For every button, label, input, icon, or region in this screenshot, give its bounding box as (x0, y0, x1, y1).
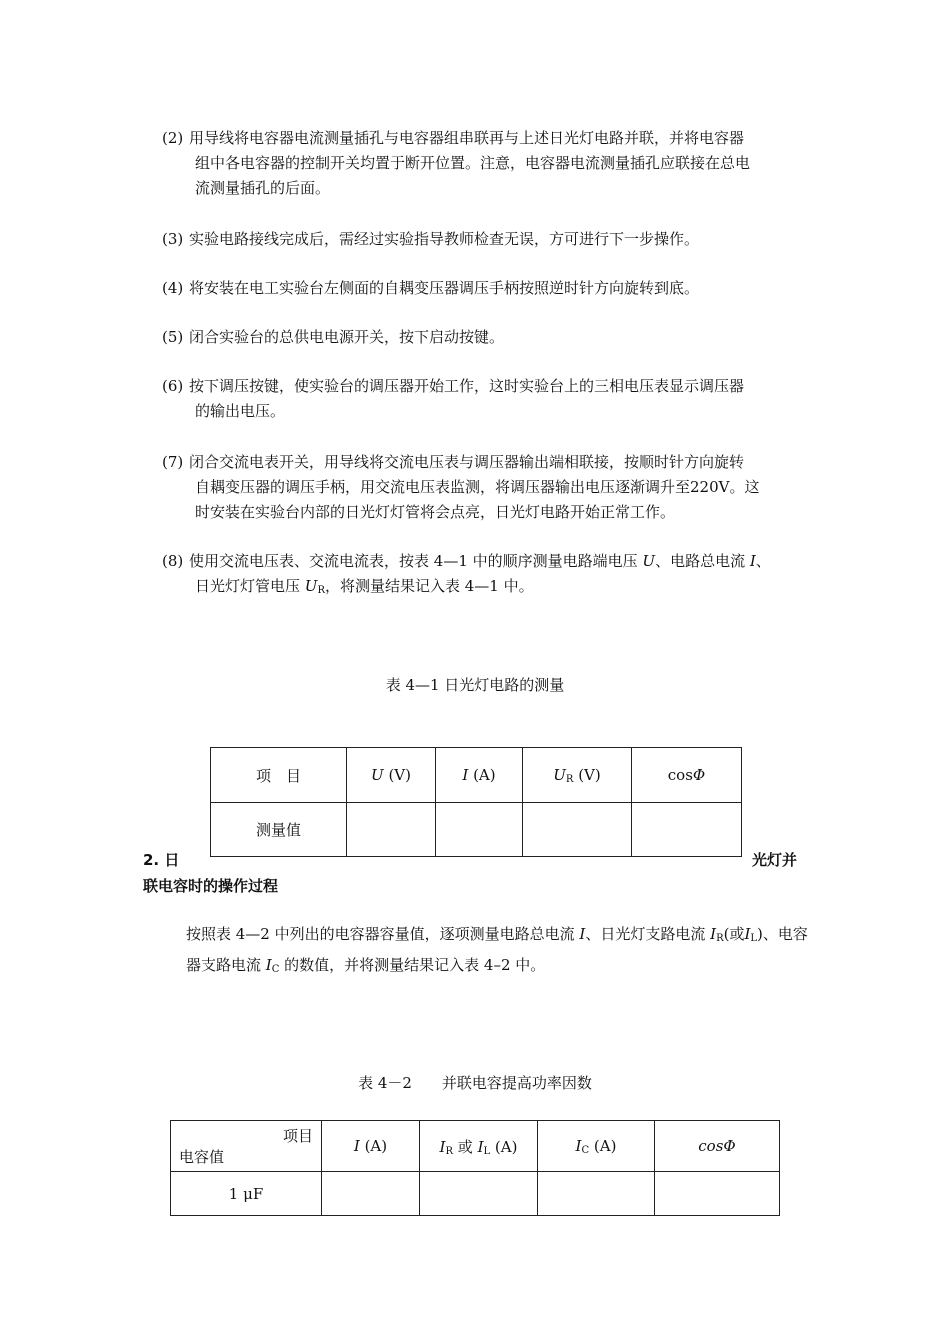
step-item (162, 227, 812, 252)
section-heading-line2: 联电容时的操作过程 (143, 877, 279, 895)
section-heading-left: 2. 日 (143, 851, 180, 869)
col-header-I: I (A) (322, 1121, 420, 1172)
table-cell[interactable] (523, 803, 632, 857)
step-item (162, 126, 812, 201)
corner-header (171, 1121, 322, 1172)
table-cell[interactable] (322, 1172, 420, 1216)
table-cell[interactable] (655, 1172, 780, 1216)
row-label-measure: 测量值 (211, 803, 347, 857)
table-cell[interactable] (538, 1172, 655, 1216)
row-label-capacitance: 1 μF (171, 1172, 322, 1216)
step-number: (7) (162, 453, 184, 471)
step-number: (6) (162, 377, 184, 395)
table-4-2 (170, 1120, 780, 1216)
col-header-I: I (A) (436, 748, 523, 803)
step-line: 实验电路接线完成后，需经过实验指导教师检查无误，方可进行下一步操作。 (189, 230, 700, 248)
table-cell[interactable] (632, 803, 742, 857)
step-line: 按下调压按键，使实验台的调压器开始工作，这时实验台上的三相电压表显示调压器 (189, 377, 745, 395)
step-number: (5) (162, 328, 184, 346)
table1-caption: 表 4—1 日光灯电路的测量 (385, 676, 565, 694)
col-header-U: U (V) (347, 748, 436, 803)
instruction-paragraph: 按照表 4—2 中列出的电容器容量值，逐项测量电路总电流 I、日光灯支路电流 $I_R$(或$I_L$)、电容器支路电流 $I_C$ 的数值，并将测量结果记入表 4–2 中。 (186, 925, 808, 975)
step-line: 自耦变压器的调压手柄，用交流电压表监测，将调压器输出电压逐渐调升至220V。这 (195, 478, 760, 496)
col-header-cos: cosΦ (655, 1121, 780, 1172)
col-header-UR: $U_R$ (V) (523, 748, 632, 803)
table-cell[interactable] (347, 803, 436, 857)
corner-top-label: 项目 (282, 1127, 313, 1145)
step-line: 的输出电压。 (195, 402, 286, 420)
step-number: (3) (162, 230, 184, 248)
corner-bottom-label: 电容值 (179, 1148, 225, 1166)
step-line: 闭合交流电表开关，用导线将交流电压表与调压器输出端相联接，按顺时针方向旋转 (189, 453, 745, 471)
step-number: (4) (162, 279, 184, 297)
step-item (162, 276, 812, 301)
table2-caption: 表 4－2 并联电容提高功率因数 (358, 1074, 592, 1092)
step-line: 用导线将电容器电流测量插孔与电容器组串联再与上述日光灯电路并联，并将电容器 (189, 129, 745, 147)
table-4-1 (210, 747, 742, 857)
step-line: 流测量插孔的后面。 (195, 179, 331, 197)
table-cell[interactable] (436, 803, 523, 857)
row-label-header: 项 目 (211, 748, 347, 803)
step-number: (2) (162, 129, 184, 147)
section-heading-right: 光灯并 (752, 851, 798, 869)
step-item (162, 374, 812, 424)
col-header-cos: cosΦ (632, 748, 742, 803)
step-line: 日光灯灯管电压 $U_R$，将测量结果记入表 4—1 中。 (195, 577, 534, 596)
step-8 (162, 549, 812, 603)
step-line: 组中各电容器的控制开关均置于断开位置。注意，电容器电流测量插孔应联接在总电 (195, 154, 751, 172)
step-line: 时安装在实验台内部的日光灯灯管将会点亮，日光灯电路开始正常工作。 (195, 503, 676, 521)
step-line: 将安装在电工实验台左侧面的自耦变压器调压手柄按照逆时针方向旋转到底。 (189, 279, 700, 297)
col-header-IR-IL: $I_R$ 或 $I_L$ (A) (420, 1121, 538, 1172)
step-number: (8) (162, 552, 184, 570)
step-line: 闭合实验台的总供电电源开关，按下启动按键。 (189, 328, 505, 346)
col-header-IC: $I_C$ (A) (538, 1121, 655, 1172)
step-item (162, 450, 812, 525)
step-line: 使用交流电压表、交流电流表，按表 4—1 中的顺序测量电路端电压 U、电路总电流 I、 (189, 552, 771, 570)
step-item (162, 325, 812, 350)
table-cell[interactable] (420, 1172, 538, 1216)
